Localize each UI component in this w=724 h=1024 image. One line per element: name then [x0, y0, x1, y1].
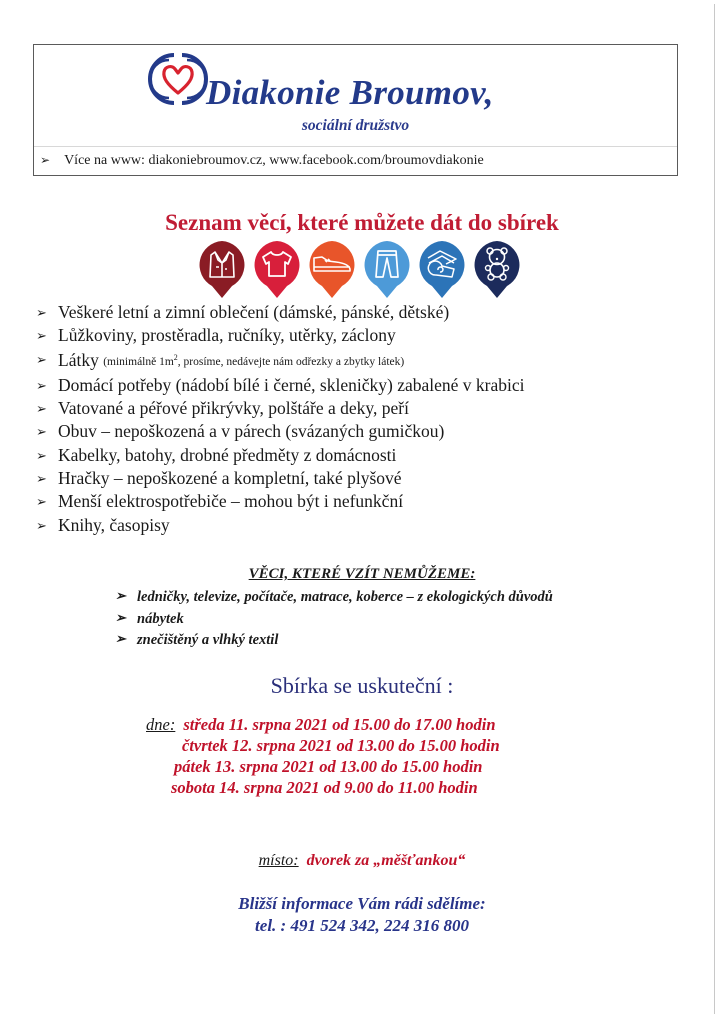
contact-line: Bližší informace Vám rádi sdělíme:: [238, 894, 486, 913]
bullet-arrow-icon: ➢: [36, 470, 47, 486]
category-icons: [196, 239, 526, 301]
bullet-arrow-icon: ➢: [36, 517, 47, 533]
jacket-icon: [196, 239, 248, 299]
header-box: [33, 44, 678, 176]
trousers-icon: [361, 239, 413, 299]
list-item: ➢ Hračky – nepoškozené a kompletní, také plyšové: [36, 467, 524, 490]
not-accepted-title: VĚCI, KTERÉ VZÍT NEMŮŽEME:: [248, 566, 476, 582]
date-row: sobota 14. srpna 2021 od 9.00 do 11.00 hodin: [171, 778, 478, 797]
contact-phone: tel. : 491 524 342, 224 316 800: [255, 916, 469, 935]
event-place: [0, 852, 724, 870]
list-item: ➢ nábytek: [115, 609, 184, 627]
bullet-arrow-icon: ➢: [115, 609, 126, 625]
dates-label: dne:: [146, 715, 176, 734]
tshirt-icon: [251, 239, 303, 299]
header-divider: [34, 146, 677, 147]
bullet-arrow-icon: ➢: [36, 494, 47, 510]
bullet-arrow-icon: ➢: [36, 305, 47, 320]
bullet-arrow-icon: ➢: [115, 588, 126, 603]
blanket-roll-icon: [416, 239, 468, 299]
list-item: ➢ Lůžkoviny, prostěradla, ručníky, utěrky, záclony: [36, 324, 524, 347]
fabric-note: (minimálně $1m^2$, prosíme, nedávejte nám odřezky a zbytky látek): [103, 353, 405, 369]
accepted-items-list: [36, 301, 524, 537]
bullet-arrow-icon: ➢: [36, 377, 47, 393]
list-item: ➢ Látky (minimálně $1m^2$, prosíme, nedávejte nám odřezky a zbytky látek): [36, 348, 524, 374]
date-row: pátek 13. srpna 2021 od 13.00 do 15.00 hodin: [174, 757, 483, 776]
web-prefix: Více na www:: [64, 153, 149, 168]
org-subtitle: sociální družstvo: [301, 117, 410, 134]
list-item: ➢ Menší elektrospotřebiče – mohou být i nefunkční: [36, 490, 524, 513]
place-label: místo:: [258, 852, 299, 869]
not-accepted-list: [115, 586, 553, 651]
list-item: ➢ Veškeré letní a zimní oblečení (dámské, pánské, dětské): [36, 301, 524, 324]
bullet-arrow-icon: ➢: [36, 352, 47, 368]
heart-in-circle-logo-icon: [147, 51, 209, 107]
list-item: ➢ Obuv – nepoškozená a v párech (svázaných gumičkou): [36, 420, 524, 443]
event-title: Sbírka se uskuteční :: [270, 673, 454, 698]
date-row: čtvrtek 12. srpna 2021 od 13.00 do 15.00 hodin: [182, 736, 500, 755]
list-item: ➢ Vatované a péřové přikrývky, polštáře a deky, peří: [36, 397, 524, 420]
org-name: Diakonie Broumov,: [206, 73, 494, 112]
web-links-line: [40, 153, 484, 169]
collection-list-title: Seznam věcí, které můžete dát do sbírek: [165, 210, 559, 235]
list-item: ➢ ledničky, televize, počítače, matrace, koberce – z ekologických důvodů: [115, 588, 553, 605]
web-links[interactable]: diakoniebroumov.cz, www.facebook.com/broumovdiakonie: [148, 153, 484, 168]
bullet-arrow-icon: ➢: [36, 401, 47, 417]
bullet-arrow-icon: ➢: [115, 631, 126, 646]
list-item: ➢ Kabelky, batohy, drobné předměty z domácnosti: [36, 444, 524, 467]
list-item: ➢ znečištěný a vlhký textil: [115, 631, 279, 648]
list-item: ➢ Domácí potřeby (nádobí bílé i černé, skleničky) zabalené v krabici: [36, 374, 524, 397]
bullet-arrow-icon: ➢: [40, 153, 51, 167]
list-item: ➢ Knihy, časopisy: [36, 514, 524, 537]
place-value: dvorek za „měšťankou“: [306, 852, 466, 869]
teddy-bear-icon: [471, 239, 523, 299]
date-row: dne: středa 11. srpna 2021 od 15.00 do 17.00 hodin: [146, 715, 496, 734]
bullet-arrow-icon: ➢: [36, 328, 47, 344]
contact-info: [0, 893, 724, 937]
shoe-icon: [306, 239, 358, 299]
bullet-arrow-icon: ➢: [36, 447, 47, 463]
bullet-arrow-icon: ➢: [36, 424, 47, 440]
